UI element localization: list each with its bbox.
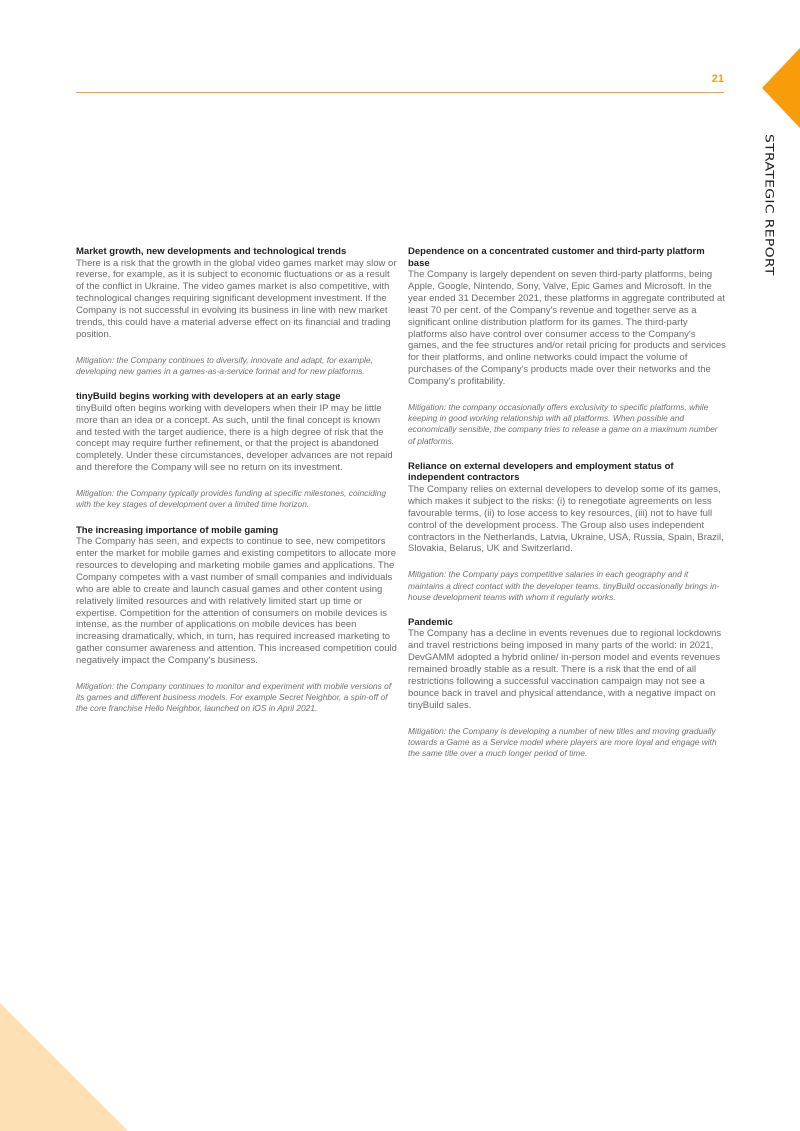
risk-body: The Company relies on external developers to develop some of its games, which makes it subject to the risks: (i) to renegotiate agreements on less favourable terms, (ii) to lose access to key resources, (iii) not to have full control of the development process. The Group also uses independent contractors in the Netherlands, Latvia, Ukraine, USA, Russia, Spain, Brazil, Slovakia, Belarus, UK and Switzerland. [408,483,724,555]
page-number: 21 [711,73,724,85]
left-column [76,246,398,729]
risk-heading: The increasing importance of mobile gaming [76,524,279,536]
corner-triangle-icon [762,48,800,128]
risk-block [76,246,398,377]
risk-body: The Company is largely dependent on seven third-party platforms, being Apple, Google, Nintendo, Sony, Valve, Epic Games and Microsoft. In the year ended 31 December 2021, these platforms in aggregate contributed at least 70 per cent. of the Company's revenue and together serve as a significant online distribution platform for its games. The third-party platforms also have control over consumer access to the Company's games, and the fee structures and/or retail pricing for products and services for their platforms, and online networks could impact the volume of purchases of the Company's products made over their networks and the Company's profitability. [408,269,726,388]
risk-mitigation: Mitigation: the Company continues to diversify, innovate and adapt, for example, developing new games in a games-as-a-service format and for new platforms. [76,354,373,377]
risk-heading: tinyBuild begins working with developers at an early stage [76,391,341,403]
risk-heading: Market growth, new developments and technological trends [76,246,347,257]
risk-heading: Reliance on external developers and employment status of independent contractors [408,460,674,484]
risk-block [408,617,726,759]
risk-heading: Dependence on a concentrated customer and third-party platform base [408,246,705,269]
risk-body: tinyBuild often begins working with developers when their IP may be little more than an idea or a concept. As such, until the final concept is known and tested with the target audience, there is a high degree of risk that the concept may require further refinement, or that the project is abandoned completely. Under these circumstances, developer advances are not repaid and therefore the Company will see no return on its investment. [76,402,393,474]
risk-block [408,461,726,603]
risk-mitigation: Mitigation: the Company typically provides funding at specific milestones, coinciding with the key stages of development over a limited time horizon. [76,488,387,510]
risk-mitigation: Mitigation: the Company continues to monitor and experiment with mobile versions of its games and different business models. For example Secret Neighbor, a spin-off of the core franchise Hello Neighbor, launched on iOS in April 2021. [76,681,392,714]
decorative-triangle [0,1003,128,1131]
right-column [408,246,726,773]
section-label: STRATEGIC REPORT [762,134,776,276]
header-rule [76,92,724,93]
risk-block [76,391,398,510]
risk-block [408,246,726,447]
risk-block [76,525,398,715]
risk-mitigation: Mitigation: the company occasionally offers exclusivity to specific platforms, while keeping in good working relationship with all platforms. When possible and economically sensible, the company tries to release a game on a maximum number of platforms. [408,402,718,446]
risk-heading: Pandemic [408,616,453,628]
risk-body: The Company has a decline in events revenues due to regional lockdowns and travel restrictions being imposed in many parts of the world: in 2021, DevGAMM adopted a hybrid online/ in-person model and events revenues remained broadly stable as a result. There is a risk that the end of all restrictions following a successful vaccination campaign may not see a bounce back in travel and physical attendance, with a negative impact on tinyBuild sales. [408,628,722,711]
risk-mitigation: Mitigation: the Company is developing a number of new titles and moving gradually towards a Game as a Service model where players are more loyal and engage with the same title over a much longer period of time. [408,725,717,759]
risk-body: The Company has seen, and expects to continue to see, new competitors enter the market for mobile games and existing competitors to allocate more resources to developing and marketing mobile games and applications. The Company competes with a vast number of small companies and individuals who are able to create and launch casual games and other content using relatively limited resources and with relatively limited start up time or expertise. Competition for the attention of consumers on mobile devices is intense, as the number of applications on mobile devices has been increasing dramatically, which, in turn, has required increased marketing to gather consumer awareness and attention. This increased competition could negatively impact the Company's business. [76,536,397,667]
risk-body: There is a risk that the growth in the global video games market may slow or reverse, for example, as it is subject to economic fluctuations or as a result of the conflict in Ukraine. The video games market is also competitive, with technological changes requiring significant development investment. If the Company is not successful in evolving its business in line with new market trends, this could have a material adverse effect on its financial and trading position. [76,257,397,340]
risk-mitigation: Mitigation: the Company pays competitive salaries in each geography and it maintains a direct contact with the developer teams. tinyBuild occasionally brings in-house development teams with whom it regularly works. [408,569,720,602]
